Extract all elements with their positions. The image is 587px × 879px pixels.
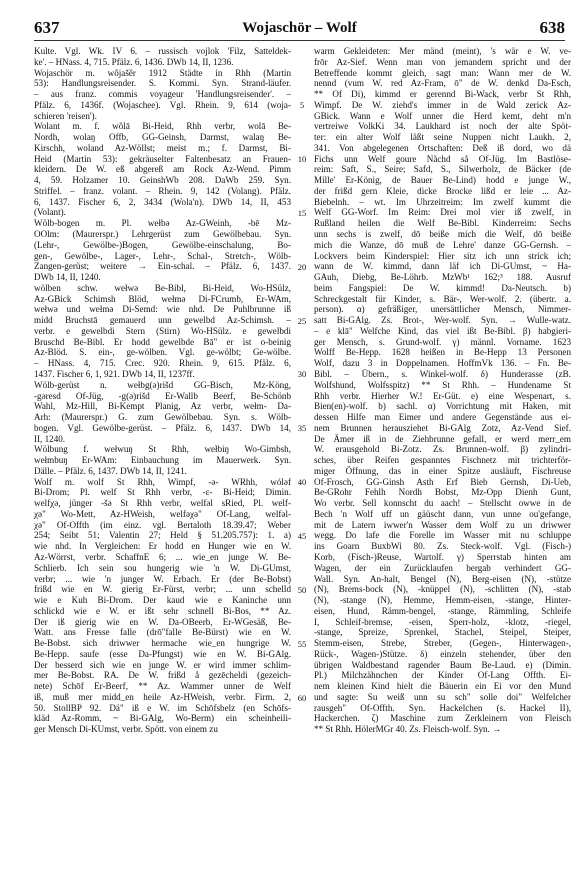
line-number: 60	[297, 692, 307, 703]
text-line: dessen Hilfe man Eimer und andere Gegenstände aus ei-	[314, 412, 571, 423]
text-line: Stemm-eisen, Strebe, Streber, (Gegen-, Hinterwagen-,	[314, 638, 571, 649]
text-line: bogen. Vgl. Gewölbe-gerüst. – Pfälz. 6, 1437. DWb 14,	[34, 422, 291, 433]
text-line: vertreiwe VolkKi 34. Laukhard ist noch der alte Spöt-	[314, 121, 571, 132]
left-page-number: 637	[34, 18, 60, 37]
text-line: (Volant).	[34, 207, 66, 218]
text-line: miger Öffnung, das in einer Spitze ausläuft, Fischreuse	[314, 465, 571, 476]
text-line: 1437. Fischer 6, 1, 921. DWb 14, II, 1237ff.	[34, 368, 195, 379]
text-line: welfχə, jünger -šə St Rhh verbr, welfəl sRied, Pl. welf-	[34, 498, 291, 509]
text-line: DWb 14, II, 1240.	[34, 272, 101, 283]
text-line: wełwə und wełmə Di-Semd: wie nhd. De Puhlbrunne iß	[34, 304, 291, 315]
text-line: Biebelnh. – wt. Im Uhrzeitreim: Im zwelf kummt die	[314, 196, 571, 207]
text-line: übrigen Waldbestand ragender Baum Be-Laud. e) (Dimin.	[314, 659, 571, 670]
text-line: eisen, Hund, Rämm-bengel, -stange, Rämmling, Schleife	[314, 605, 571, 616]
text-line: 254; Seibt 51; Valentin 27; Held § 51.205.757): 1. a)	[34, 530, 291, 541]
text-line: ter: ein alter Wolf läßt seine Nuppen nicht Laukh. 2,	[314, 132, 571, 143]
text-line: wie nhd. In Vergleichen: Er hodd en Hunger wie en W.	[34, 541, 291, 552]
header-rule	[34, 40, 565, 41]
text-line: (N), Brems-bock (N), -knüppel (N), -schlitten (N), -stab	[314, 584, 571, 595]
text-line: χə" Of-Offth (im einz. vgl. Bertaloth 18.39.47; Weber	[34, 519, 291, 530]
text-line: mer Be-Bobst. RA. De W. frißd å gezēcheldi (gezeich-	[34, 670, 291, 681]
text-line: ins Goarn BuxbWi 80. Zs. Steck-wolf. Vgl. (Fisch-)	[314, 541, 571, 552]
text-line: Rück-, Wagen-)Stütze. δ) einzeln stehender, über den	[314, 648, 571, 659]
text-line: nete) Schōf Er-Beerf, ** Az. Wammer unner de Welf	[34, 681, 291, 692]
text-line: – aus franz. commis voyageur 'Handlungsreisender'. –	[34, 89, 291, 100]
right-column	[314, 46, 571, 735]
text-line: iß, muß mer midd_en heile Az-HWeish, verbr. Firm. 2,	[34, 691, 291, 702]
text-line: De Ämer iß in de Ziehbrunne gefall, er werd merr_em	[314, 433, 571, 444]
text-line: nem kleinen Kind hielt die Bäuerin ein Ei vor den Mund	[314, 681, 571, 692]
text-line: Wolfshund, Wolfsspitz) ** St Rhh. – Hundename St	[314, 379, 571, 390]
text-line: Wo verbr. Sell konnscht du aach! – Stellscht owwe in de	[314, 498, 571, 509]
text-line: Wojaschör m. wôjašêr 1912 Städte in Rhh (Martin	[34, 67, 291, 78]
text-line: wełmbuŋ Er-WAm: Einbauchung im Mauerwerk. Syn.	[34, 455, 291, 466]
text-line: II, 1240.	[34, 433, 66, 444]
text-line: -gəresd Of-Jüg, -g(ə)rišd Er-Wallb Beerf, Be-Schönb	[34, 390, 291, 401]
text-line: Watt. ans Fresse falle (drō"falle Be-Bürst) wie en W.	[34, 627, 291, 638]
text-line: Wolf m. wolf St Rhh, Wimpf, -ǝ- WRhh, wólǝf	[34, 476, 291, 487]
text-line: Bien(en)-wolf. b) sachl. α) Vorrichtung mit Haken, mit	[314, 401, 571, 412]
text-line: Pl.) Milchzähnchen der Kinder Of-Lang Offth. Ei-	[314, 670, 571, 681]
text-line: und sagte: Su weiß unn su sch" solle doi" Welfelcher	[314, 691, 571, 702]
text-line: Heid (Martin 53): gekräuselter Faltenbesatz an Frauen-	[34, 153, 291, 164]
text-line: wegg. Do lafe die Forelle im Wasser mit nu schluppe	[314, 530, 571, 541]
text-line: Betreffende kommt gleich, sagt man: Wann mer de W.	[314, 67, 571, 78]
text-line: Wölb-bogen m. Pl. wełbə Az-GWeinh, -bē Mz-	[34, 218, 291, 229]
text-line: Striffel. – franz. volant. – Rhein. 9, 142 (Volang). Pfälz.	[34, 185, 291, 196]
text-line: gen-, Gewölbe-, Lager-, Lehr-, Schal-, Stretch-, Wölb-	[34, 250, 291, 261]
text-line: 6, 1437. Fischer 6, 2, 3434 (Wola'n). DWb 14, II, 453	[34, 196, 291, 207]
text-line: schlickd wie e W. er ißt sehr schnell Bi-Bos, ** Az.	[34, 605, 291, 616]
text-line: mit de Latern iwwer'n Wasser dem Wolf zu un driwwer	[314, 519, 571, 530]
text-line: Der iß gierig wie en W. Da-OBeerb, Er-WGesäß, Be-	[34, 616, 291, 627]
text-line: (Lehr-, Gewölbe-)Bogen, Gewölbe-einschalung, Bo-	[34, 239, 291, 250]
line-number: 50	[297, 585, 307, 595]
line-number: 30	[297, 369, 307, 380]
text-line: verbr; ... wie 'n junger W. Erbach. Er (der Be-Bobst)	[34, 573, 291, 584]
text-line: Der besserd sich wie en junge W. er wird immer schlim-	[34, 659, 291, 670]
text-line: Schreckgestalt für Kinder, s. Bär-, Wer-wolf. 2. (übertr. a.	[314, 293, 571, 304]
text-line: Wölb-gerüst n. wełbg(ə)rišd GG-Bisch, Mz-Köng,	[34, 379, 291, 390]
text-line: Pfälz. 6, 1436f. (Wojaschee). Vgl. Rhein. 9, 614 (woja-	[34, 99, 291, 110]
text-line: – HNass. 4, 715. Crec. 920. Rhein. 9, 615. Pfälz. 6,	[34, 358, 291, 369]
text-line: Wimpf. De W. ziehd's immer in de Wald zerick Az-	[314, 99, 571, 110]
text-line: Az-Wörrst, verbr. SchaffnE 6; ... wie_en junge W. Be-	[34, 551, 291, 562]
text-line: mich die Wanze, dō muß de Lehre' danze GG-Gernsh. –	[314, 239, 571, 250]
text-line: Arh: (Maurerspr.) G. zum Gewölbebau. Syn. s. Wölb-	[34, 412, 291, 423]
text-line: W. erausgehold Bi-Zotz. Zs. Brunnen-wolf. β) zylindri-	[314, 444, 571, 455]
text-line: Wölbung f. wełwuŋ St Rhh, wełbiŋ Wo-Gimbsh,	[34, 444, 291, 455]
text-line: Kulte. Vgl. Wk. IV 6. – russisch vojlok 'Filz, Satteldek-	[34, 46, 291, 56]
text-line: person). α) gefräßiger, unersättlicher Mensch, Nimmer-	[314, 304, 571, 315]
text-line: ger Mensch, s. Grund-wolf. γ) männl. Vorname. 1623	[314, 336, 571, 347]
text-line: Wall. Syn. An-halt, Bengel (N), Berg-eisen (N), -stütze	[314, 573, 571, 584]
text-line: ke'. – HNass. 4, 715. Pfälz. 6, 1436. DWb 14, II, 1236.	[34, 56, 234, 67]
text-line: kläd Az-Romm, ~ Bi-GAlg, Wo-Berm) ein scheinheili-	[34, 713, 291, 724]
text-line: ** Of Di), kimmd er gerennd Bi-Wack, verbr St Rhh,	[314, 89, 571, 100]
text-line: ** St Rhh. HölerMGr 40. Zs. Fleisch-wolf. Syn. →	[314, 724, 502, 735]
text-line: wölben schw. wełwə Be-Bibl, Bi-Heid, Wo-HSülz,	[34, 282, 291, 293]
text-line: 53): Handlungsreisender. S. Kommi. Syn. Strand-läufer.	[34, 78, 291, 89]
text-line: Fichs unn Welf goure Nåchd så Of-Jüg. Im Bastlöse-	[314, 153, 571, 164]
line-number: 10	[297, 153, 307, 164]
text-line: Rhh verbr. Hierher W.! Er-Güt. e) eine Wespenart, s.	[314, 390, 571, 401]
text-line: wann de W. kimmd, dann läf ich Di-GUmst, ~ Ha-	[314, 261, 571, 272]
right-page-number: 638	[539, 18, 565, 37]
text-line: Kirschh, woland Az-Wöllst; meist m.; f. Darmst, Bi-	[34, 142, 291, 153]
text-line: kleidern. De W. eß abgereß am Rock Az-Wend. Pimm	[34, 164, 291, 175]
text-line: Bech 'n Wolf uff un gäüscht dann, vun unne ou'gefange,	[314, 508, 571, 519]
line-number: 45	[297, 531, 307, 542]
text-line: nem Brunnen herausziehet Bi-GAlg Zotz, Az-Vend Sief.	[314, 422, 571, 433]
text-line: GAuh, Diebg, Be-Löhrb. MzWb¹ 162;³ 188. Ausruf	[314, 272, 571, 283]
text-line: Az-GBick Schimsh Blöd, wełmə Di-FCrumb, Er-WAm,	[34, 293, 291, 304]
text-line: Be-Bobst. sich driwwer hermache wie_en hungrige W.	[34, 638, 291, 649]
text-line: Az-Blöd. S. ein-, ge-wölben. Vgl. ge-wölbt; Ge-wölbe.	[34, 347, 291, 358]
text-line: unn sechs is zwelf, dō beiße mich die Welf, dō beiße	[314, 229, 571, 240]
left-column	[34, 46, 291, 735]
line-number: 55	[297, 638, 307, 649]
text-line: verbr. e gewelbdi Stern (Stirn) Wo-HSülz. e gewelbdi	[34, 325, 291, 336]
line-number: 40	[297, 477, 307, 488]
text-line: frōr Az-Sief. Wenn man von jemandem spricht und der	[314, 56, 571, 67]
text-line: Be-GRohr Fehlh Nordh Bobst, Mz-Opp Dienh Gunt,	[314, 487, 571, 498]
text-line: Mille' Er-König, de Bauer Be-Lind) hodd e junge W.,	[314, 175, 571, 186]
text-line: Hackerchen. ζ) Maschine zum Zerkleinern von Fleisch	[314, 713, 571, 724]
text-line: χə" Wo-Mett, Az-HWeish, welfəχə" Of-Lang, welfəl-	[34, 508, 291, 519]
text-line: Schlierb. Ich sein sou hungerig wie 'n W. Di-GUmst,	[34, 562, 291, 573]
text-line: 341. Von abgelegenen Ortschaften: Deß iß dord, wo dä	[314, 142, 571, 153]
text-line: Dälle. – Pfälz. 6, 1437. DWb 14, II, 1241.	[34, 465, 187, 476]
text-line: – e klā" Welfche Kind, das viel ißt Be-Bibl. β) habgieri-	[314, 325, 571, 336]
line-number: 35	[297, 423, 307, 434]
running-head: Wojaschör – Wolf	[242, 20, 357, 36]
text-line: reim: Saft, S., Seire; Safd, S., Silwerholz, de Bäcker (de	[314, 164, 571, 175]
text-line: Of-Frosch, GG-Ginsh Asth Erf Bieb Gernsh, Di-Ueb,	[314, 476, 571, 487]
text-line: -stange, Spreize, Sprenkel, Stachel, Steipel, Steiper,	[314, 627, 571, 638]
text-line: Korb, (Fisch-)Reuse, Wartolf. γ) Sperrstab hinten am	[314, 551, 571, 562]
text-line: Bibl. – Übern., s. Winkel-wolf. δ) Hunderasse (zB.	[314, 368, 571, 379]
line-number: 5	[299, 99, 305, 110]
text-line: warm Gekleideten: Mer mänd (meint), 's wär e W. ve-	[314, 46, 571, 56]
text-line: Bruschd Be-Bibl. Er hodd gewelbde Bā" er ist o-beinig	[34, 336, 291, 347]
text-line: frißd wie en W. gierig Er-Fürst, verbr; ... unn schelld	[34, 584, 291, 595]
text-line: nennd (vum W. red Az-Fram, ō" de W. denkd Da-Esch,	[314, 78, 571, 89]
text-line: beim Fangspiel: De W. kimmd! Da-Neutsch. b)	[314, 282, 571, 293]
text-line: rausgeh" Of-Offth. Syn. Hackelchen (s. Hackel II),	[314, 702, 571, 713]
text-line: OOlm: (Maurerspr.) Lehrgerüst zum Gewölbebau. Syn.	[34, 229, 291, 240]
text-line: 4, 59. Holzamer 10. GeinshWb 208. DaWb 259. Syn.	[34, 175, 291, 186]
text-line: satt Bi-GAlg. Zs. Brot-, Wer-wolf. Syn. → Wulle-watz.	[314, 315, 571, 326]
text-line: sches, über Reifen gespanntes Fischnetz mit trichterför-	[314, 455, 571, 466]
line-number: 20	[297, 261, 307, 272]
text-line: Nordh, wolaŋ Offb, GG-Geinsh, Darmst, walaŋ Be-	[34, 132, 291, 143]
text-line: Wolant m. f. wôlā Bi-Heid, Rhh verbr, wolā Be-	[34, 121, 291, 132]
text-line: Wahl, Mz-Hill, Bi-Kempt Planig, Az verbr, wełm- Da-	[34, 401, 291, 412]
line-number: 25	[297, 315, 307, 326]
text-line: schieren 'reisen').	[34, 110, 97, 121]
text-line: der frißd gern Kleie, dicke Brocke lißd er leie ... Az-	[314, 185, 571, 196]
text-line: Wolf, dazu 3 in Doppelnamen. HoffmVk 136. – Fn. Be-	[314, 358, 571, 369]
line-number: 15	[297, 207, 307, 218]
text-line: (N), -stange (N), Hemme, Hemm-eisen, -stange, Hinter-	[314, 595, 571, 606]
text-line: midd Bruchstā gemauerd unn gewelbd Az-Schimsh. –	[34, 315, 291, 326]
text-line: Bi-Drom; Pl. welf St Rhh verbr, -ɛ- Bi-Heid; Dimin.	[34, 487, 291, 498]
text-line: Lockvers beim Kinderspiel: Hier sitz ich unn strick ich;	[314, 250, 571, 261]
text-line: Wolff Be-Hepp. 1628 heißen in Be-Hepp 13 Personen	[314, 347, 571, 358]
text-line: I, Schleif-bremse, -eisen, Sperr-holz, -klotz, -riegel,	[314, 616, 571, 627]
text-line: ger Mensch Di-KUmst, verbr. Spött. von einem zu	[34, 724, 218, 735]
text-line: Rußland heilen die Welf Be-Bibl. Kinderreim: Sechs	[314, 218, 571, 229]
text-line: Wagen, der ein Zurücklaufen bergab verhindert GG-	[314, 562, 571, 573]
text-line: 50. StollBP 92. Dä" iß e W. im Schōfsbelz (en Schōfs-	[34, 702, 291, 713]
text-line: wie e Kuh Bi-Drom. Der kaud wie e Kaninche unn	[34, 595, 291, 606]
text-line: Be-Hepp. saufe (esse Da-Pfungst) wie en W. Bi-GAlg.	[34, 648, 291, 659]
text-line: Zangen-gerüst; weitere → Ein-schal. – Pfälz. 6, 1437.	[34, 261, 291, 272]
text-line: Welf GG-Worf. Im Reim: Drei mol vier iß zwelf, in	[314, 207, 571, 218]
text-line: GBick. Wann e Wolf unner die Herd kemt, deht m'n	[314, 110, 571, 121]
